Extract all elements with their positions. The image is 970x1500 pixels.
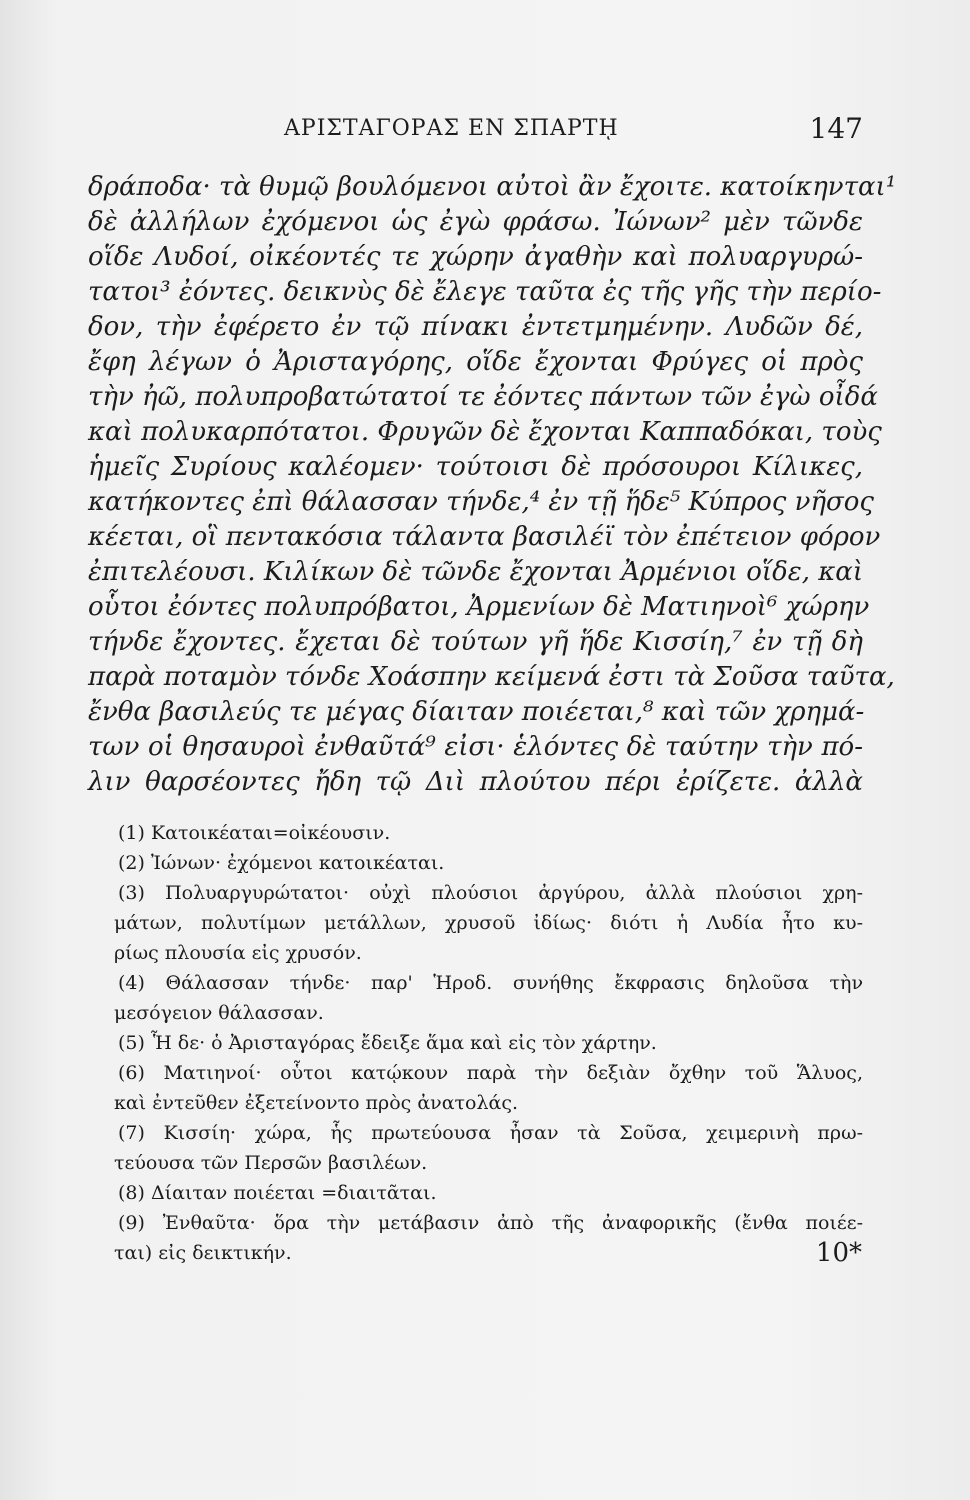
footnote-line: (4) Θάλασσαν τήνδε· παρ' Ἡροδ. συνήθης ἔκφρασις δηλοῦσα τὴν: [118, 972, 863, 994]
footnote-line: (3) Πολυαργυρώτατοι· οὐχὶ πλούσιοι ἀργύρου, ἀλλὰ πλούσιοι χρη-: [118, 882, 863, 904]
footnote-line: (9) Ἐνθαῦτα· ὅρα τὴν μετάβασιν ἀπὸ τῆς ἀναφορικῆς (ἔνθα ποιέε-: [118, 1212, 863, 1234]
text-line: τήνδε ἔχοντες. ἔχεται δὲ τούτων γῆ ἥδε Κισσίη,⁷ ἐν τῇ δὴ: [88, 627, 863, 657]
footnote-line: (5) Ἧ δε· ὁ Ἀρισταγόρας ἔδειξε ἅμα καὶ εἰς τὸν χάρτην.: [118, 1032, 657, 1054]
footnote-line: (6) Ματιηνοί· οὗτοι κατῴκουν παρὰ τὴν δεξιὰν ὄχθην τοῦ Ἅλυος,: [118, 1062, 863, 1084]
text-line: οὗτοι ἐόντες πολυπρόβατοι, Ἀρμενίων δὲ Ματιηνοὶ⁶ χώρην: [88, 592, 870, 622]
text-line: τὴν ἠῶ, πολυπροβατώτατοί τε ἐόντες πάντων τῶν ἐγὼ οἶδά: [88, 382, 878, 412]
footnote-line: τεύουσα τῶν Περσῶν βασιλέων.: [114, 1152, 428, 1174]
text-line: οἵδε Λυδοί, οἰκέοντές τε χώρην ἀγαθὴν καὶ πολυαργυρώ-: [88, 242, 863, 272]
text-line: των οἱ θησαυροὶ ἐνθαῦτά⁹ εἰσι· ἑλόντες δὲ ταύτην τὴν πό-: [88, 732, 863, 762]
footnotes: [114, 818, 863, 1268]
page-header: [88, 112, 863, 152]
footnote-line: ται) εἰς δεικτικήν.: [114, 1242, 292, 1264]
text-line: κατήκοντες ἐπὶ θάλασσαν τήνδε,⁴ ἐν τῇ ἥδε⁵ Κύπρος νῆσος: [88, 487, 874, 517]
text-line: ἡμεῖς Συρίους καλέομεν· τούτοισι δὲ πρόσουροι Κίλικες,: [88, 452, 863, 482]
main-text: [88, 170, 897, 800]
footnote-line: μεσόγειον θάλασσαν.: [114, 1002, 324, 1024]
footnote-line: (7) Κισσίη· χώρα, ἧς πρωτεύουσα ἦσαν τὰ Σοῦσα, χειμερινὴ πρω-: [118, 1122, 863, 1144]
text-line: ἔνθα βασιλεύς τε μέγας δίαιταν ποιέεται,⁸ καὶ τῶν χρημά-: [88, 697, 865, 727]
footnote-line: (2) Ἰώνων· ἐχόμενοι κατοικέαται.: [118, 852, 445, 874]
text-line: καὶ πολυκαρπότατοι. Φρυγῶν δὲ ἔχονται Καππαδόκαι, τοὺς: [88, 417, 882, 447]
text-line: δὲ ἀλλήλων ἐχόμενοι ὡς ἐγὼ φράσω. Ἰώνων² μὲν τῶνδε: [88, 207, 863, 237]
running-head: ΑΡΙΣΤΑΓΟΡΑΣ ΕΝ ΣΠΑΡΤῌ: [284, 116, 619, 141]
footnote-line: (1) Κατοικέαται=οἰκέουσιν.: [118, 822, 391, 844]
text-line: δράποδα· τὰ θυμῷ βουλόμενοι αὐτοὶ ἂν ἔχοιτε. κατοίκηνται¹: [88, 172, 897, 202]
footnote-line: (8) Δίαιταν ποιέεται =διαιτᾶται.: [118, 1182, 437, 1204]
text-line: λιν θαρσέοντες ἤδη τῷ Διὶ πλούτου πέρι ἐρίζετε. ἀλλὰ: [88, 767, 863, 797]
text-line: κέεται, οἳ πεντακόσια τάλαντα βασιλέϊ τὸν ἐπέτειον φόρον: [88, 522, 881, 552]
footnote-line: ρίως πλουσία εἰς χρυσόν.: [114, 942, 362, 964]
footnote-line: καὶ ἐντεῦθεν ἐξετείνοντο πρὸς ἀνατολάς.: [114, 1092, 519, 1114]
page-number: 147: [809, 112, 863, 145]
text-line: παρὰ ποταμὸν τόνδε Χοάσπην κείμενά ἐστι τὰ Σοῦσα ταῦτα,: [88, 662, 895, 692]
footnote-line: μάτων, πολυτίμων μετάλλων, χρυσοῦ ἰδίως· διότι ἡ Λυδία ἦτο κυ-: [114, 912, 863, 934]
text-line: ἔφη λέγων ὁ Ἀρισταγόρης, οἵδε ἔχονται Φρύγες οἱ πρὸς: [88, 347, 863, 377]
text-line: τατοι³ ἐόντες. δεικνὺς δὲ ἔλεγε ταῦτα ἐς τῆς γῆς τὴν περίο-: [88, 277, 882, 307]
text-line: ἐπιτελέουσι. Κιλίκων δὲ τῶνδε ἔχονται Ἀρμένιοι οἵδε, καὶ: [88, 557, 864, 587]
text-line: δον, τὴν ἐφέρετο ἐν τῷ πίνακι ἐντετμημένην. Λυδῶν δέ,: [88, 312, 863, 342]
signature-mark: 10*: [815, 1238, 862, 1268]
